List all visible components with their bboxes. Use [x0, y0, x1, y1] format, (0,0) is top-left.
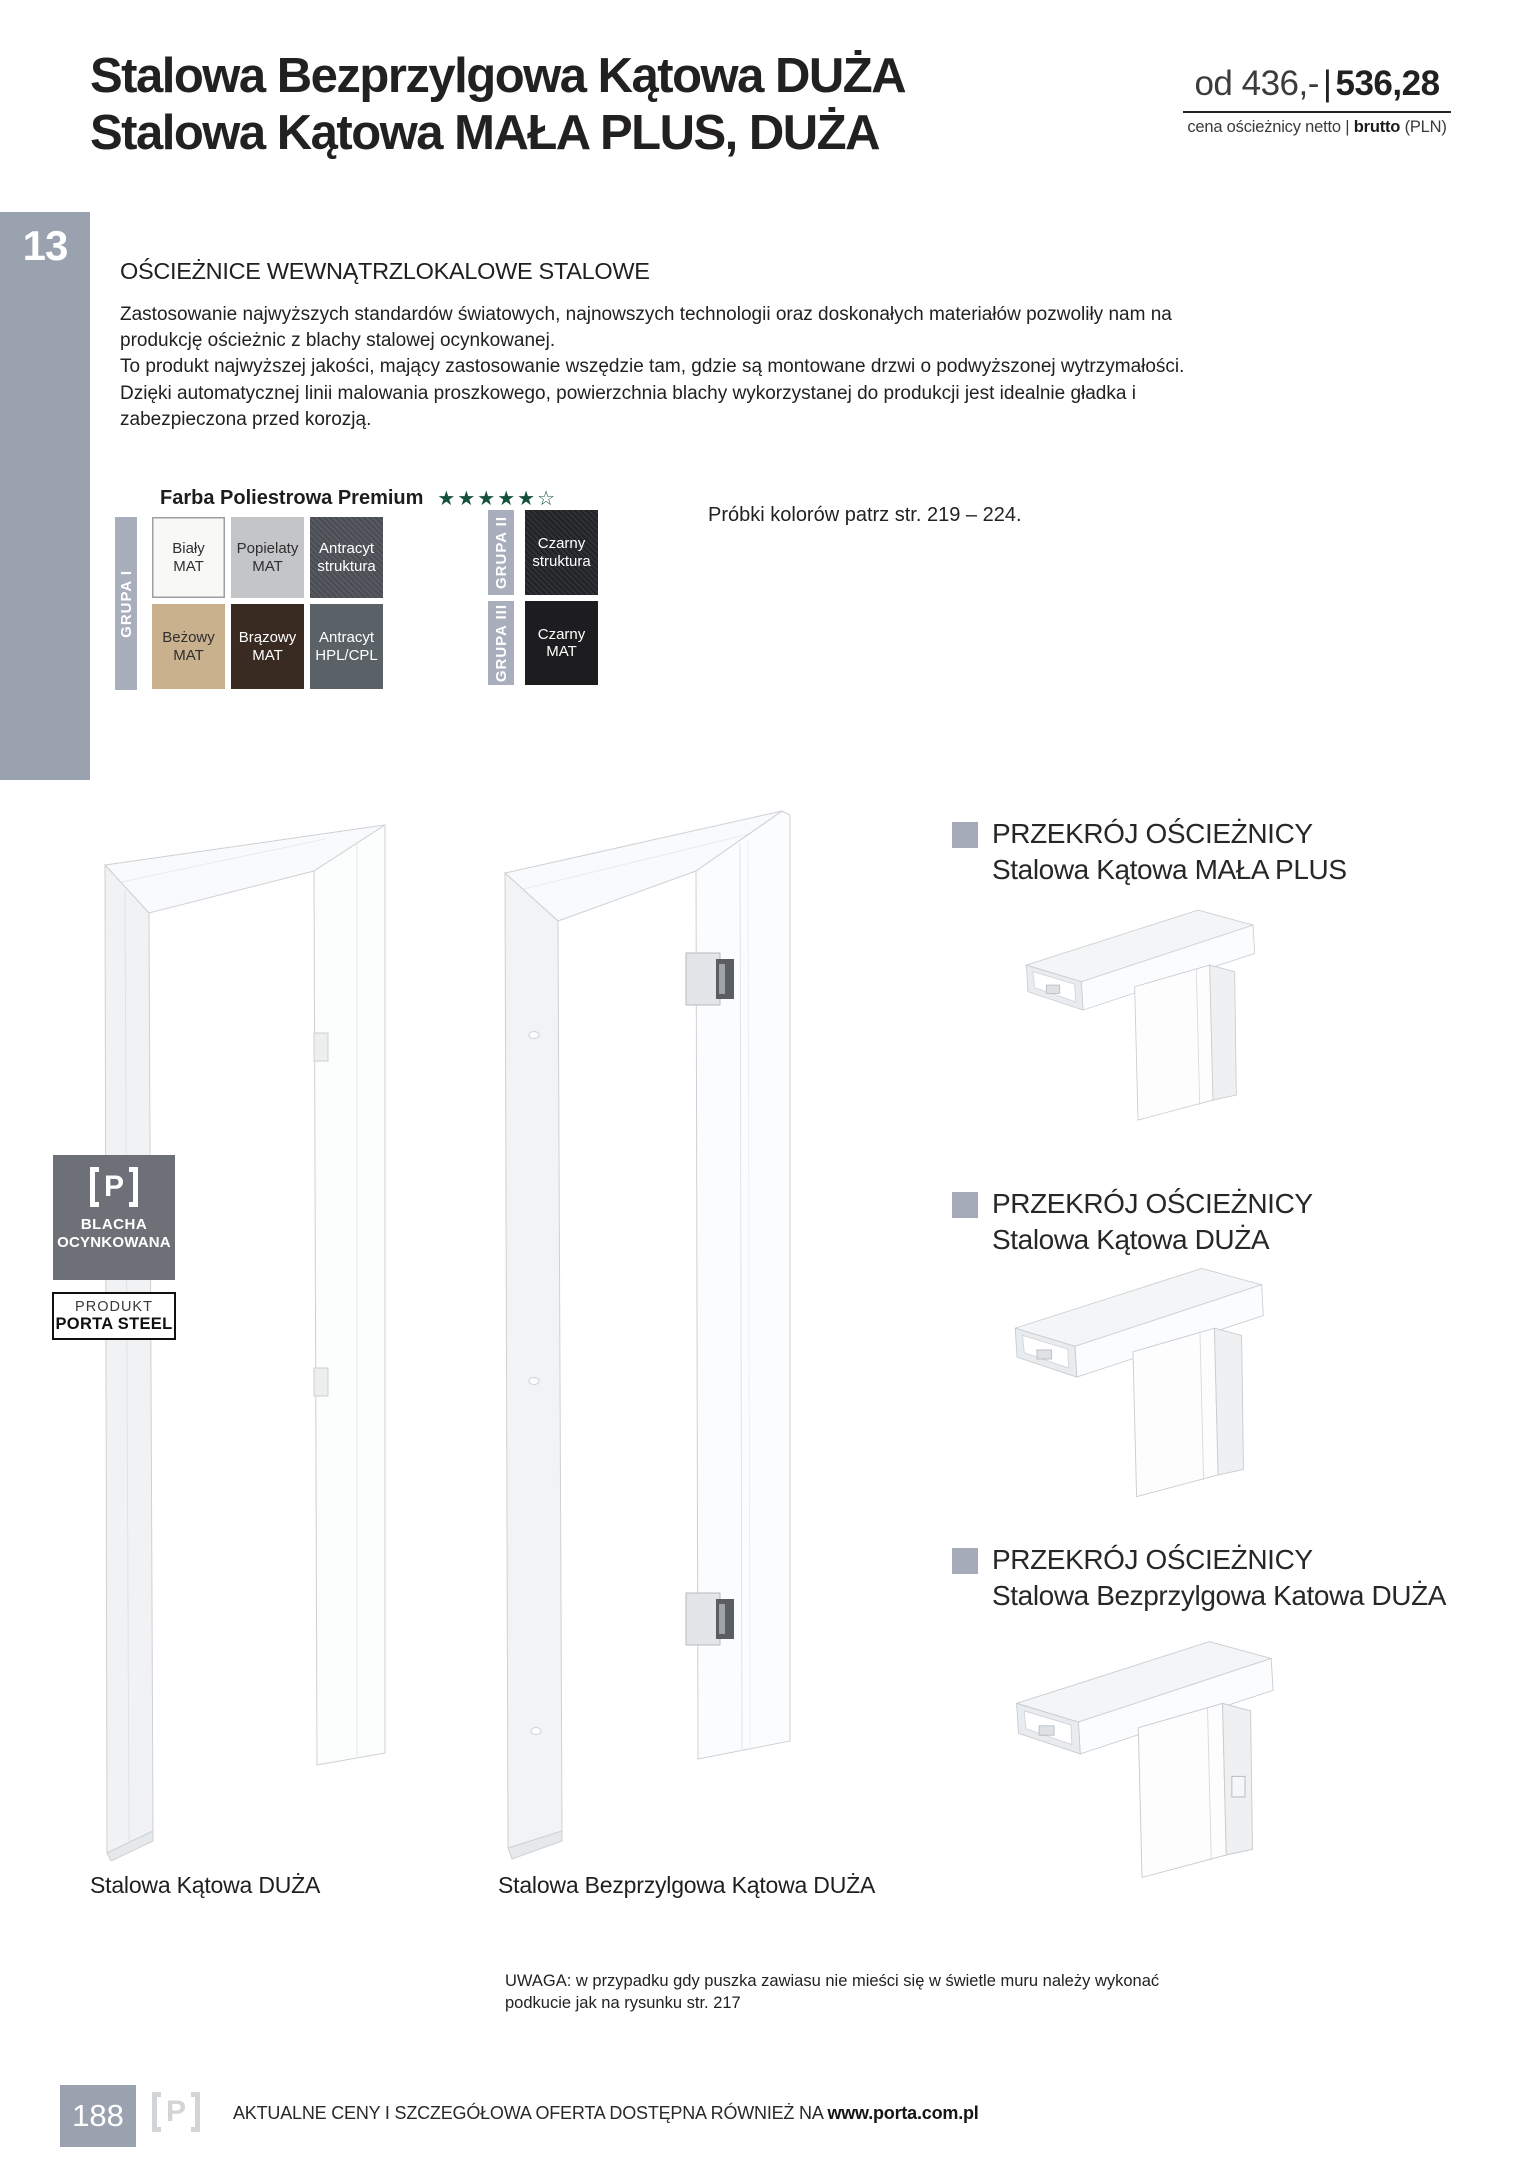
- frame-drawing-stalowa-bezprzylgowa-katowa-duza: [490, 803, 810, 1861]
- footer-url[interactable]: www.porta.com.pl: [827, 2103, 979, 2123]
- section-bullet: [952, 1548, 978, 1574]
- page-title-line2: Stalowa Kątowa MAŁA PLUS, DUŻA: [90, 106, 879, 160]
- hinge-box-detail: [1232, 1776, 1245, 1797]
- paint-label: Farba Poliestrowa Premium: [160, 487, 424, 509]
- badge-line1: BLACHA: [80, 1216, 148, 1233]
- hinge-icon: [686, 953, 734, 1005]
- page-title-line1: Stalowa Bezprzylgowa Kątowa DUŻA: [90, 49, 906, 103]
- section2-subtitle: Stalowa Kątowa DUŻA: [992, 1224, 1270, 1255]
- group-label-grupa-1: GRUPA I: [117, 569, 135, 638]
- porta-logo-icon-footer: P: [152, 2092, 200, 2132]
- group-bar-grupa-2: [488, 510, 514, 595]
- swatch-czarny-struktura: Czarny struktura: [525, 510, 598, 595]
- price-caption: cena ościeżnicy netto | brutto (PLN): [1187, 118, 1447, 136]
- section2-title: PRZEKRÓJ OŚCIEŻNICY: [992, 1188, 1313, 1219]
- group-label-grupa-3: GRUPA III: [492, 603, 510, 683]
- price-net: od 436,-: [1194, 64, 1319, 103]
- swatch-czarny-mat: Czarny MAT: [525, 601, 598, 685]
- group-label-grupa-2: GRUPA II: [492, 515, 510, 589]
- price-gross: 536,28: [1335, 64, 1440, 103]
- section3-subtitle: Stalowa Bezprzylgowa Katowa DUŻA: [992, 1580, 1447, 1611]
- price-divider: [1183, 111, 1451, 113]
- intro-paragraph-1: Zastosowanie najwyższych standardów światowych, najnowszych technologii oraz doskonałych materiałów pozwoliły nam na produkcję ościeżnic z blachy stalowej ocynkowanej.: [120, 304, 1172, 352]
- chapter-sidebar-bar: [0, 212, 90, 780]
- figure-caption-center: Stalowa Bezprzylgowa Kątowa DUŻA: [498, 1872, 876, 1898]
- color-samples-note: Próbki kolorów patrz str. 219 – 224.: [708, 504, 1022, 526]
- swatch-bezowy-mat: Beżowy MAT: [152, 604, 225, 689]
- price-separator: |: [1322, 64, 1332, 103]
- porta-logo-icon: P: [90, 1167, 138, 1207]
- rating-stars-icon: ★★★★★☆: [437, 488, 557, 510]
- intro-paragraph-3: Dzięki automatycznej linii malowania proszkowego, powierzchnia blachy wykorzystanej do produkcji jest idealnie gładka i zabezpieczona przed korozją.: [120, 382, 1136, 430]
- intro-paragraphs: [120, 302, 1235, 433]
- hinge-icon: [686, 1593, 734, 1645]
- swatch-bialy-mat: Biały MAT: [152, 517, 225, 598]
- page-number-box: 188: [60, 2085, 136, 2147]
- uwaga-note: UWAGA: w przypadku gdy puszka zawiasu nie mieści się w świetle muru należy wykonać podkucie jak na rysunku str. 217: [505, 1972, 1160, 2013]
- intro-paragraph-2: To produkt najwyższej jakości, mający zastosowanie wszędzie tam, gdzie są montowane drzwi o podwyższonej wytrzymałości.: [120, 356, 1185, 378]
- price-block: [1183, 64, 1451, 137]
- price-line: [1183, 64, 1451, 104]
- section-bullet: [952, 822, 978, 848]
- section1-title: PRZEKRÓJ OŚCIEŻNICY: [992, 818, 1313, 849]
- swatch-antracyt-hplcpl: Antracyt HPL/CPL: [310, 604, 383, 689]
- produkt-porta-steel-box: [52, 1292, 176, 1340]
- cross-section-drawing-duza: [958, 1263, 1288, 1503]
- group-bar-grupa-1: [115, 517, 137, 690]
- section1-subtitle: Stalowa Kątowa MAŁA PLUS: [992, 854, 1347, 885]
- badge-line2: OCYNKOWANA: [57, 1234, 171, 1251]
- footer-text: AKTUALNE CENY I SZCZEGÓŁOWA OFERTA DOSTĘPNA RÓWNIEŻ NA www.porta.com.pl: [233, 2103, 979, 2123]
- cross-section-drawing-bezprzylgowa-duza: [958, 1636, 1298, 1884]
- section-bullet: [952, 1192, 978, 1218]
- page-title: [90, 48, 905, 162]
- product-box-line2: PORTA STEEL: [55, 1314, 173, 1333]
- swatch-popielaty-mat: Popielaty MAT: [231, 517, 304, 598]
- product-box-line1: PRODUKT: [75, 1298, 153, 1315]
- group-bar-grupa-3: [488, 601, 514, 685]
- figure-caption-left: Stalowa Kątowa DUŻA: [90, 1872, 321, 1898]
- swatch-brazowy-mat: Brązowy MAT: [231, 604, 304, 689]
- color-swatch-grid: [152, 517, 383, 689]
- swatch-antracyt-struktura: Antracyt struktura: [310, 517, 383, 598]
- paint-row: [160, 486, 557, 511]
- chapter-number: 13: [22, 222, 68, 269]
- section3-title: PRZEKRÓJ OŚCIEŻNICY: [992, 1544, 1313, 1575]
- blacha-ocynkowana-badge: [53, 1155, 175, 1280]
- section-heading: OŚCIEŻNICE WEWNĄTRZLOKALOWE STALOWE: [120, 258, 650, 284]
- cross-section-drawing-mala-plus: [988, 903, 1263, 1128]
